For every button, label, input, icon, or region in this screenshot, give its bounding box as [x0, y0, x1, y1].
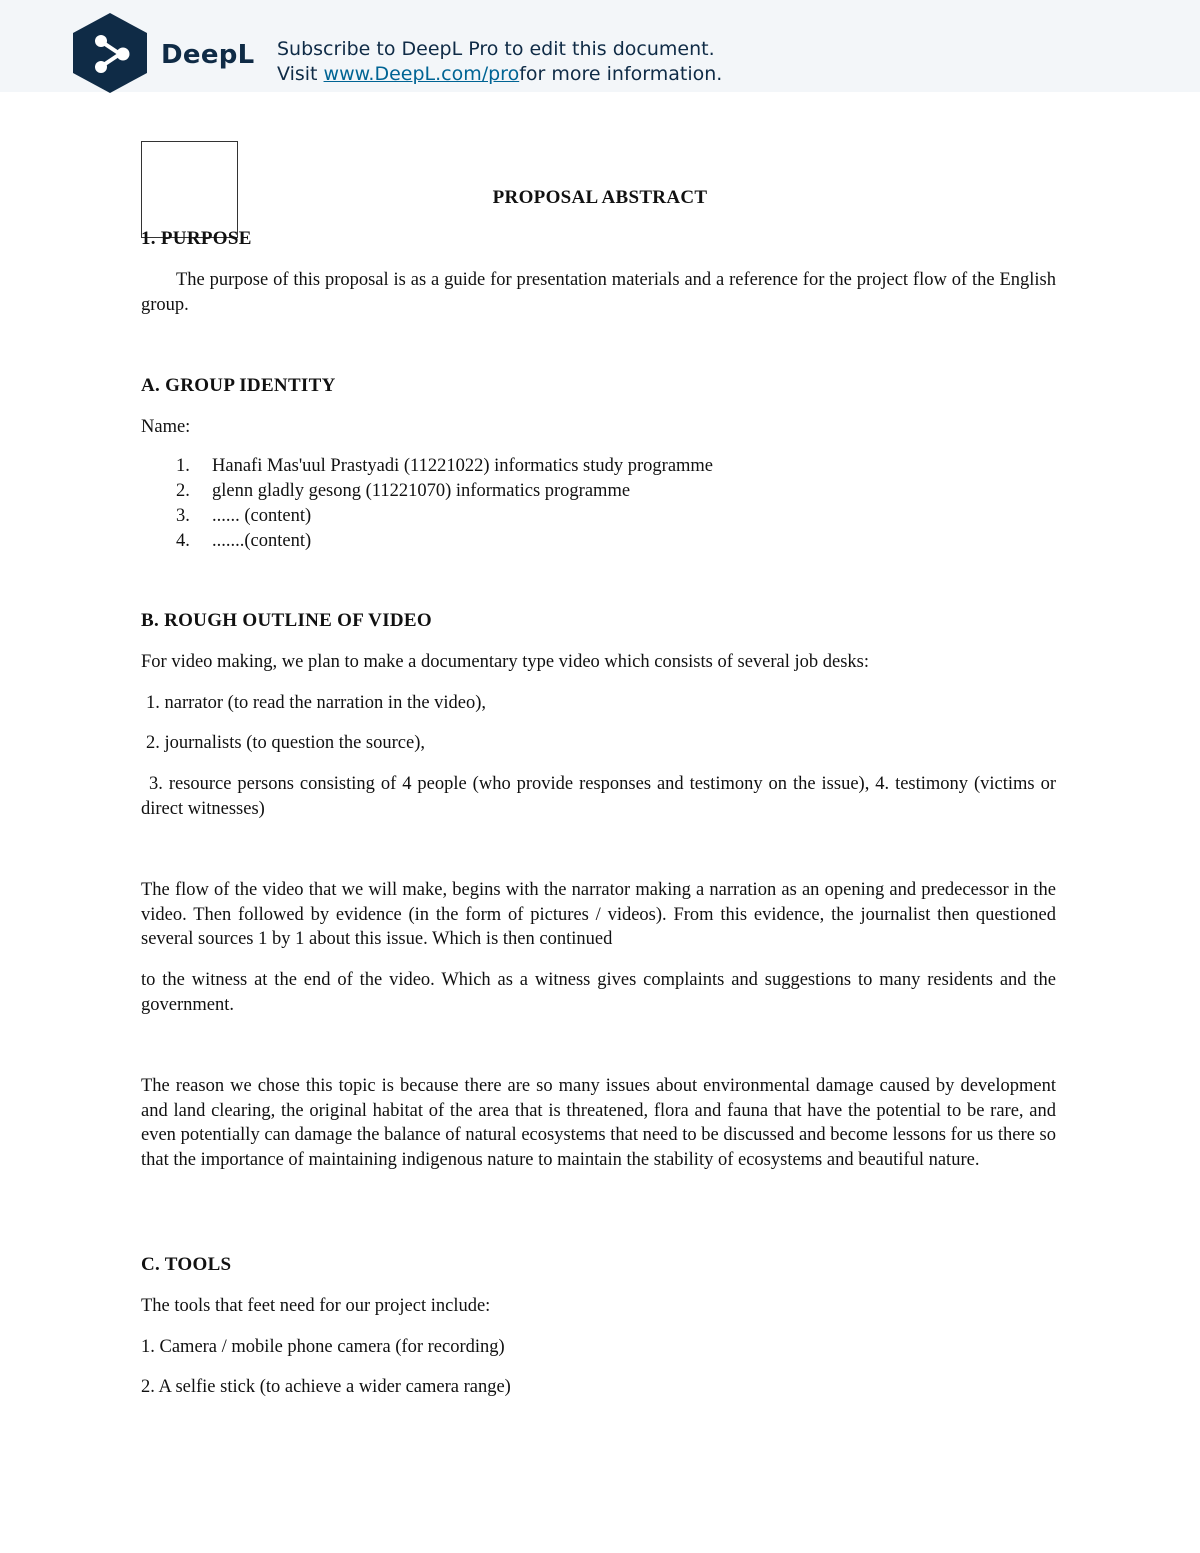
- job-desk-item: 2. journalists (to question the source),: [146, 733, 425, 753]
- video-intro: For video making, we plan to make a documentary type video which consists of several job desks:: [141, 652, 870, 672]
- document-title: PROPOSAL ABSTRACT: [492, 187, 708, 208]
- list-item: Hanafi Mas'uul Prastyadi (11221022) informatics study programme: [212, 456, 714, 476]
- video-flow-paragraph: The flow of the video that we will make, begins with the narrator making a narration as an opening and predecessor in the video. Then followed by evidence (in the form of pictures / videos). From this evidence, the journalist then questioned several sources 1 by 1 about this issue. Which is then continued: [141, 880, 1056, 949]
- deepl-banner: [0, 0, 1200, 92]
- list-item: ...... (content): [212, 506, 312, 526]
- tool-item: 1. Camera / mobile phone camera (for recording): [141, 1337, 505, 1357]
- banner-line-2: [277, 62, 722, 87]
- job-desk-item: 1. narrator (to read the narration in the video),: [146, 693, 487, 713]
- list-item: glenn gladly gesong (11221070) informatics programme: [212, 481, 631, 501]
- purpose-paragraph: The purpose of this proposal is as a guide for presentation materials and a reference for the project flow of the English group.: [141, 270, 1056, 315]
- tools-heading: C. TOOLS: [141, 1254, 232, 1275]
- video-flow-paragraph-continued: to the witness at the end of the video. Which as a witness gives complaints and suggestions to many residents and the government.: [141, 970, 1056, 1015]
- list-item: .......(content): [212, 531, 312, 551]
- banner-info-text: for more information.: [519, 63, 723, 85]
- banner-line-1: Subscribe to DeepL Pro to edit this document.: [277, 38, 715, 60]
- list-item-number: 4.: [176, 531, 190, 551]
- video-outline-heading: B. ROUGH OUTLINE OF VIDEO: [141, 610, 432, 631]
- banner-message: [277, 37, 722, 87]
- banner-visit-text: Visit: [277, 63, 324, 85]
- job-desk-item: 3. resource persons consisting of 4 people (who provide responses and testimony on the issue), 4. testimony (victims or direct witnesses): [141, 774, 1056, 819]
- deepl-logo-icon: [71, 13, 149, 93]
- list-item-number: 2.: [176, 481, 190, 501]
- list-item-number: 3.: [176, 506, 190, 526]
- topic-reason-paragraph: The reason we chose this topic is because there are so many issues about environmental damage caused by development and land clearing, the original habitat of the area that is threatened, flora and fauna that have the potential to be rare, and even potentially can damage the balance of natural ecosystems that need to be discussed and become lessons for us there so that the importance of maintaining indigenous nature to maintain the stability of ecosystems and beautiful nature.: [141, 1076, 1056, 1170]
- purpose-heading: 1. PURPOSE: [141, 228, 252, 249]
- list-item-number: 1.: [176, 456, 190, 476]
- deepl-logo-text: DeepL: [161, 40, 255, 70]
- tools-intro: The tools that feet need for our project include:: [141, 1296, 491, 1316]
- name-label: Name:: [141, 417, 191, 437]
- group-identity-heading: A. GROUP IDENTITY: [141, 375, 336, 396]
- deepl-pro-link[interactable]: www.DeepL.com/pro: [323, 63, 520, 85]
- tool-item: 2. A selfie stick (to achieve a wider camera range): [141, 1377, 511, 1397]
